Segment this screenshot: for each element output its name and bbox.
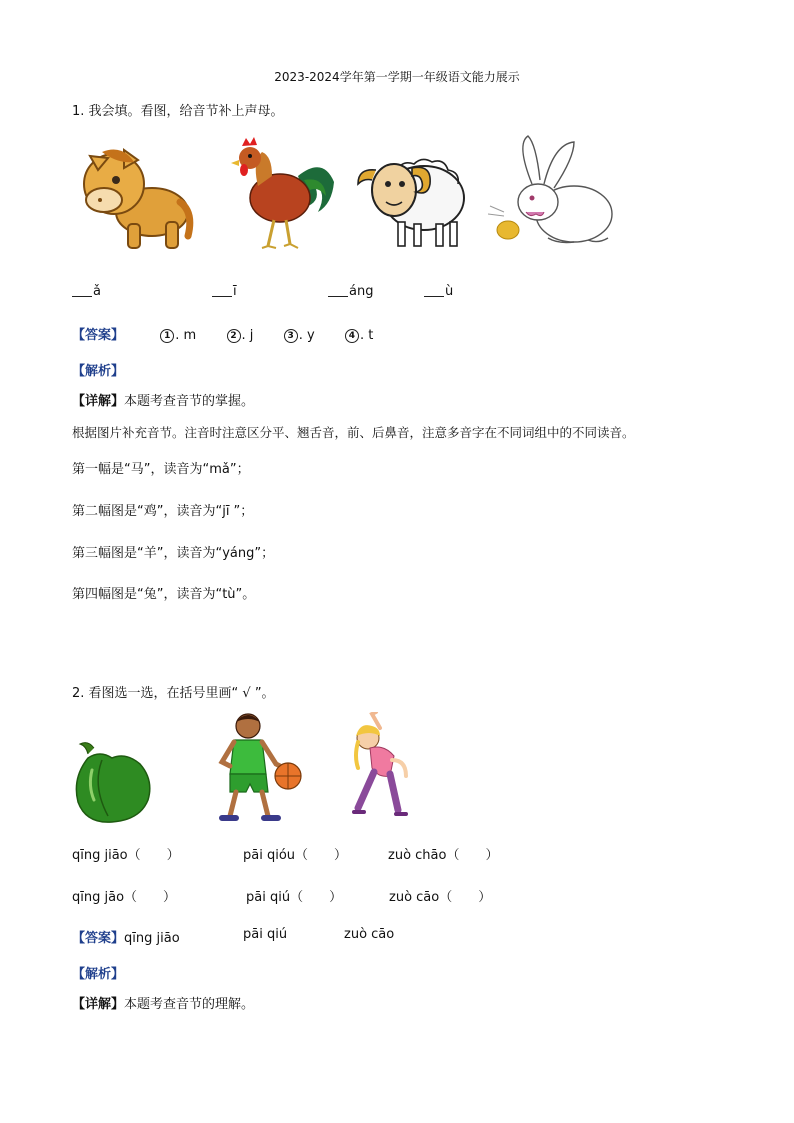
answer-item: 2 . j — [227, 328, 254, 343]
q1-answer — [72, 324, 373, 343]
basketball-boy-illustration — [214, 710, 306, 826]
blank-2[interactable]: ī — [212, 284, 237, 299]
option-pai-qiu-correct[interactable]: pāi qiú（ ） — [246, 890, 343, 905]
q2-answer-3: zuò cāo — [344, 927, 395, 942]
blank-4[interactable]: ù — [424, 284, 453, 299]
answer-item: 3 . y — [284, 328, 315, 343]
rooster-illustration — [228, 136, 338, 256]
q1-prompt: 1. 我会填。看图，给音节补上声母。 — [72, 104, 284, 119]
answer-label: 【答案】 — [72, 328, 125, 343]
blank-3[interactable]: áng — [328, 284, 373, 299]
q2-answer-2: pāi qiú — [243, 927, 288, 942]
option-qing-jao[interactable]: qīng jāo（ ） — [72, 890, 177, 905]
detail-line: 【详解】本题考查音节的掌握。 — [72, 394, 255, 409]
answer-item: 1 . m — [160, 328, 196, 343]
answer-item: 4 . t — [345, 328, 373, 343]
blank-1[interactable]: ǎ — [72, 284, 101, 299]
analysis-line-5: 第四幅图是“兔”，读音为“tù”。 — [72, 587, 256, 602]
analysis-label: 【解析】 — [72, 967, 125, 982]
green-pepper-illustration — [72, 740, 152, 824]
exercise-girl-illustration — [350, 712, 414, 822]
sheep-illustration — [352, 146, 470, 256]
option-pai-qiou[interactable]: pāi qióu（ ） — [243, 848, 348, 863]
q2-answer: 【答案】qīng jiāo — [72, 931, 180, 946]
rabbit-illustration — [488, 134, 618, 250]
detail-line: 【详解】本题考查音节的理解。 — [72, 997, 255, 1012]
page-title: 2023-2024学年第一学期一年级语文能力展示 — [274, 70, 520, 84]
option-zuo-cao-correct[interactable]: zuò cāo（ ） — [389, 890, 492, 905]
answer-label: 【答案】 — [72, 931, 125, 946]
option-qing-jiao-correct[interactable]: qīng jiāo（ ） — [72, 848, 180, 863]
q2-prompt: 2. 看图选一选，在括号里画“ √ ”。 — [72, 686, 275, 701]
horse-illustration — [80, 142, 195, 254]
analysis-line-3: 第二幅图是“鸡”，读音为“jī ”； — [72, 504, 254, 519]
analysis-line-2: 第一幅是“马”，读音为“mǎ”； — [72, 462, 250, 477]
analysis-line-1: 根据图片补充音节。注音时注意区分平、翘舌音，前、后鼻音，注意多音字在不同词组中的不同读音。 — [72, 425, 635, 440]
analysis-line-4: 第三幅图是“羊”，读音为“yáng”； — [72, 546, 275, 561]
option-zuo-chao[interactable]: zuò chāo（ ） — [388, 848, 499, 863]
analysis-label: 【解析】 — [72, 364, 125, 379]
